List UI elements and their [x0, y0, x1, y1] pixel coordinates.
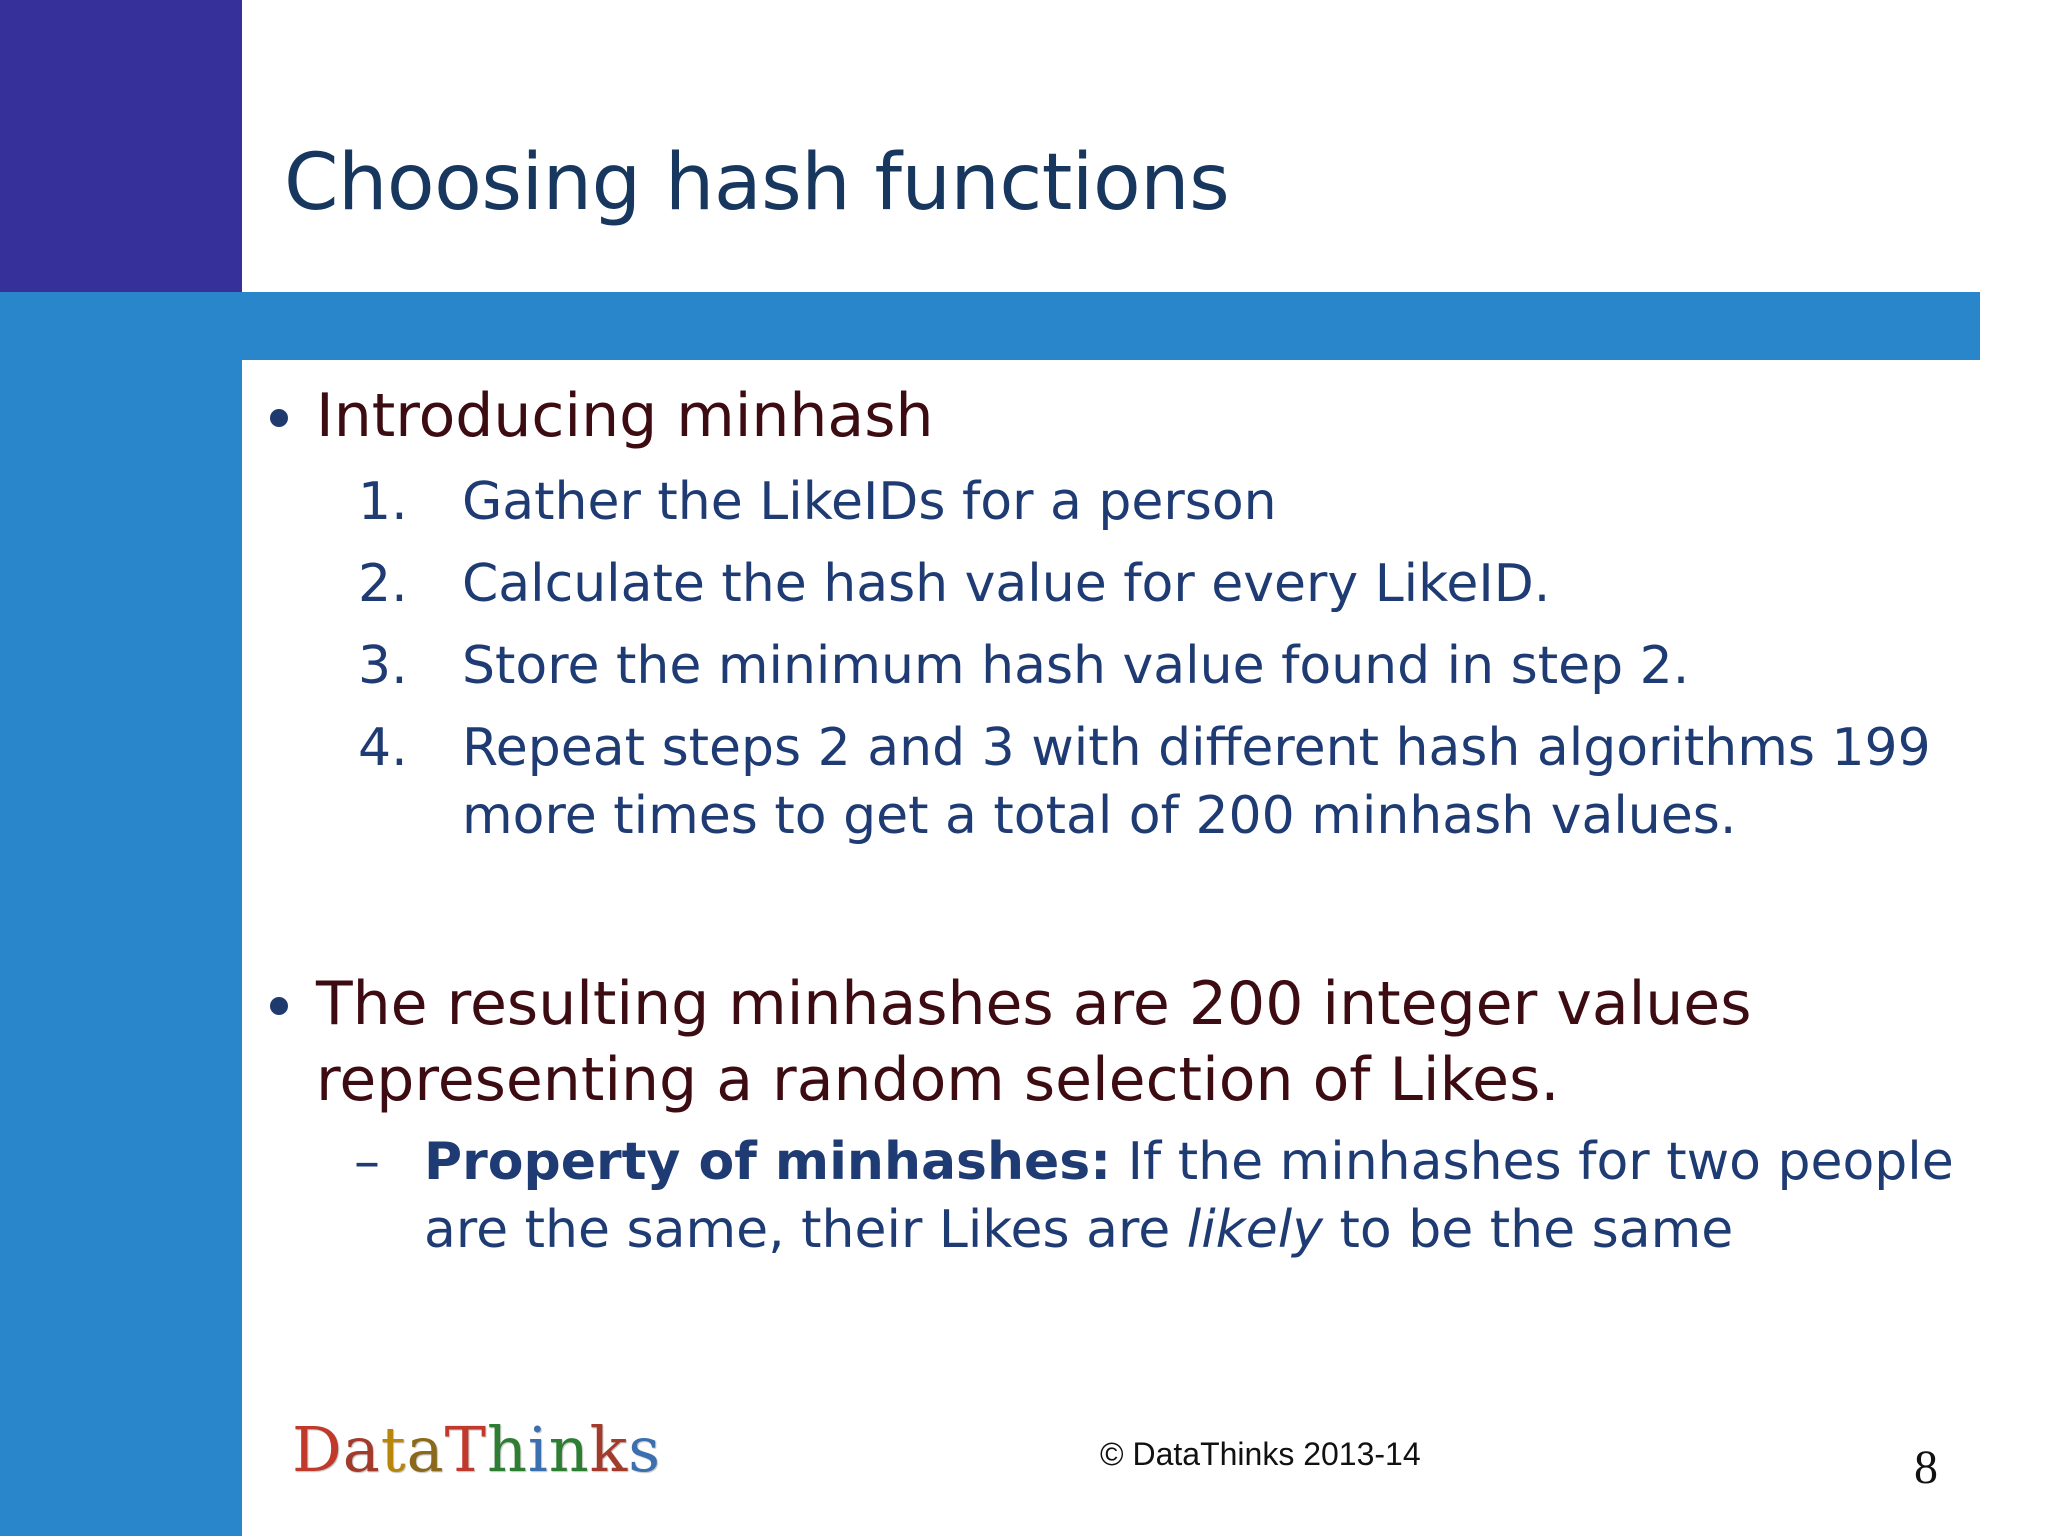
bullet-dot: [270, 409, 288, 427]
decorative-corner-block: [0, 0, 242, 292]
datathinks-logo: DataThinks: [292, 1413, 662, 1486]
step-text: Calculate the hash value for every LikeID.: [462, 554, 1551, 614]
bullet-text: representing a random selection of Likes.: [316, 1045, 1560, 1115]
step-number: 1.: [358, 472, 408, 532]
decorative-left-bar: [0, 292, 242, 1536]
step-number: 3.: [358, 636, 408, 696]
sub-bullet-text-part: If the minhashes for two people are the same, their Likes are: [424, 1132, 1954, 1260]
step-text: Gather the LikeIDs for a person: [462, 472, 1277, 532]
sub-bullet-italic-word: likely: [1186, 1200, 1323, 1260]
bullet-text: Introducing minhash: [316, 381, 934, 451]
decorative-header-band: [242, 292, 1980, 360]
step-text: more times to get a total of 200 minhash values.: [462, 786, 1737, 846]
sub-bullet-text-part: to be the same: [1323, 1200, 1734, 1260]
step-text: Repeat steps 2 and 3 with different hash algorithms 199: [462, 718, 1931, 778]
slide-title: Choosing hash functions: [284, 138, 1230, 228]
sub-bullet-dash: –: [354, 1132, 380, 1192]
copyright-notice: © DataThinks 2013-14: [1100, 1436, 1421, 1472]
step-number: 2.: [358, 554, 408, 614]
step-text: Store the minimum hash value found in step 2.: [462, 636, 1690, 696]
sub-bullet-bold-label: Property of minhashes:: [424, 1132, 1112, 1192]
bullet-text: The resulting minhashes are 200 integer values: [316, 969, 1752, 1039]
bullet-dot: [270, 997, 288, 1015]
page-number: 8: [1914, 1441, 1938, 1494]
sub-bullet-text: [424, 1128, 1984, 1264]
step-number: 4.: [358, 718, 408, 778]
